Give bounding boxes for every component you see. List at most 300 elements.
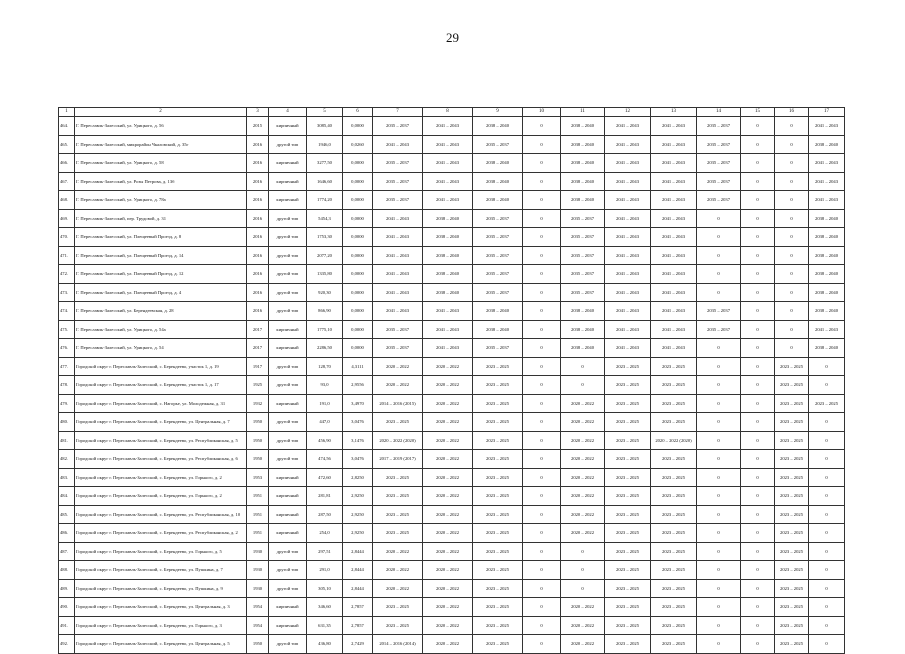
table-cell: 1932 bbox=[247, 394, 269, 413]
table-cell: 0 bbox=[561, 579, 605, 598]
address-cell: Г. Переславль-Залесский, ул. Урицкого, д. 54 bbox=[75, 339, 247, 358]
table-cell: 0,0000 bbox=[343, 228, 373, 247]
table-cell: 0 bbox=[523, 561, 561, 580]
table-cell: другой тип bbox=[269, 376, 307, 395]
table-cell: 2041 – 2043 bbox=[651, 339, 697, 358]
table-cell: 0 bbox=[741, 635, 775, 654]
table-cell: 0 bbox=[523, 283, 561, 302]
table-cell: 0 bbox=[697, 265, 741, 284]
table-cell: 2023 – 2025 bbox=[373, 487, 423, 506]
table-cell: 3,4970 bbox=[343, 394, 373, 413]
table-cell: 2020 – 2022 bbox=[423, 616, 473, 635]
table-cell: 2020 – 2022 bbox=[561, 431, 605, 450]
table-cell: 2038 – 2040 bbox=[473, 191, 523, 210]
row-number-cell: 474. bbox=[59, 302, 75, 321]
column-number-header: 17 bbox=[809, 108, 845, 117]
table-cell: 2020 – 2022 bbox=[423, 487, 473, 506]
table-cell: 0 bbox=[523, 635, 561, 654]
table-cell: 0,0000 bbox=[343, 339, 373, 358]
table-cell: 2023 – 2025 bbox=[373, 413, 423, 432]
table-cell: 1954 bbox=[247, 598, 269, 617]
table-cell: 2035 – 2037 bbox=[473, 283, 523, 302]
row-number-cell: 488. bbox=[59, 561, 75, 580]
table-row bbox=[59, 191, 845, 210]
table-cell: 2041 – 2043 bbox=[809, 172, 845, 191]
table-row bbox=[59, 154, 845, 173]
row-number-cell: 484. bbox=[59, 487, 75, 506]
table-cell: 0 bbox=[741, 616, 775, 635]
table-cell: 2023 – 2025 bbox=[775, 524, 809, 543]
address-cell: Городской округ г. Переславль-Залесский, с. Берендеево, ул. Центральная, д. 7 bbox=[75, 413, 247, 432]
column-number-header: 11 bbox=[561, 108, 605, 117]
column-number-header: 13 bbox=[651, 108, 697, 117]
table-cell: 0,0000 bbox=[343, 172, 373, 191]
table-cell: 0 bbox=[741, 524, 775, 543]
address-cell: Городской округ г. Переславль-Залесский, с. Берендеево, ул. Республиканская, д. 2 bbox=[75, 524, 247, 543]
table-cell: 2035 – 2037 bbox=[373, 339, 423, 358]
table-cell: 436,80 bbox=[307, 635, 343, 654]
table-cell: другой тип bbox=[269, 542, 307, 561]
address-cell: Г. Переславль-Залесский, ул. Урицкого, д. 58 bbox=[75, 154, 247, 173]
table-cell: 1950 bbox=[247, 450, 269, 469]
table-cell: 0 bbox=[741, 579, 775, 598]
table-cell: 0 bbox=[697, 376, 741, 395]
table-cell: 2020 – 2022 bbox=[423, 598, 473, 617]
table-cell: 0 bbox=[561, 561, 605, 580]
table-cell: 2020 – 2022 bbox=[561, 505, 605, 524]
table-cell: 0 bbox=[741, 265, 775, 284]
table-cell: 2016 bbox=[247, 265, 269, 284]
table-cell: 2023 – 2025 bbox=[473, 468, 523, 487]
table-cell: 447,0 bbox=[307, 413, 343, 432]
table-cell: 0 bbox=[741, 357, 775, 376]
table-cell: 2016 bbox=[247, 172, 269, 191]
table-cell: 0 bbox=[561, 542, 605, 561]
table-cell: 0 bbox=[741, 191, 775, 210]
table-cell: 0 bbox=[809, 468, 845, 487]
table-row bbox=[59, 376, 845, 395]
row-number-cell: 465. bbox=[59, 135, 75, 154]
column-number-header: 9 bbox=[473, 108, 523, 117]
table-cell: 1930 bbox=[247, 542, 269, 561]
table-cell: 0,0000 bbox=[343, 191, 373, 210]
column-number-header-row bbox=[59, 108, 845, 117]
table-body bbox=[59, 108, 845, 654]
table-cell: 2023 – 2025 bbox=[373, 616, 423, 635]
table-cell: 2041 – 2043 bbox=[605, 302, 651, 321]
table-cell: 2023 – 2025 bbox=[651, 450, 697, 469]
table-cell: 2023 – 2025 bbox=[373, 524, 423, 543]
table-cell: 2041 – 2043 bbox=[373, 135, 423, 154]
table-cell: 2020 – 2022 bbox=[561, 413, 605, 432]
table-cell: 2023 – 2025 bbox=[605, 505, 651, 524]
table-cell: другой тип bbox=[269, 228, 307, 247]
table-row bbox=[59, 487, 845, 506]
table-cell: 2023 – 2025 bbox=[651, 579, 697, 598]
table-row bbox=[59, 265, 845, 284]
table-cell: 0,0000 bbox=[343, 265, 373, 284]
table-cell: 1917 bbox=[247, 357, 269, 376]
table-cell: 0,0000 bbox=[343, 246, 373, 265]
table-cell: 2041 – 2043 bbox=[423, 320, 473, 339]
table-cell: 2023 – 2025 bbox=[651, 635, 697, 654]
table-cell: 0 bbox=[523, 450, 561, 469]
table-cell: 866,90 bbox=[307, 302, 343, 321]
table-cell: 346,60 bbox=[307, 598, 343, 617]
table-row bbox=[59, 228, 845, 247]
table-cell: 2016 bbox=[247, 246, 269, 265]
table-cell: 1646,60 bbox=[307, 172, 343, 191]
table-cell: 3,1476 bbox=[343, 431, 373, 450]
table-cell: 0 bbox=[561, 376, 605, 395]
row-number-cell: 477. bbox=[59, 357, 75, 376]
table-cell: 2023 – 2025 bbox=[373, 505, 423, 524]
table-cell: 0 bbox=[775, 135, 809, 154]
table-cell: 2020 – 2022 bbox=[561, 635, 605, 654]
table-cell: 2038 – 2040 bbox=[473, 117, 523, 136]
table-cell: 2023 – 2025 bbox=[473, 450, 523, 469]
table-cell: 0 bbox=[697, 228, 741, 247]
table-cell: 2023 – 2025 bbox=[605, 542, 651, 561]
table-cell: 2041 – 2043 bbox=[423, 154, 473, 173]
table-cell: 2041 – 2043 bbox=[809, 320, 845, 339]
table-cell: 0 bbox=[741, 505, 775, 524]
table-cell: 0 bbox=[809, 635, 845, 654]
address-cell: Городской округ г. Переславль-Залесский, с. Нагорье, ул. Молодежная, д. 31 bbox=[75, 394, 247, 413]
table-cell: 2035 – 2037 bbox=[473, 339, 523, 358]
address-cell: Г. Переславль-Залесский, ул. Урицкого, д. 78а bbox=[75, 191, 247, 210]
table-cell: 456,90 bbox=[307, 431, 343, 450]
table-cell: 0 bbox=[741, 394, 775, 413]
table-cell: 2023 – 2025 bbox=[775, 542, 809, 561]
table-cell: 2035 – 2037 bbox=[373, 172, 423, 191]
table-cell: 2041 – 2043 bbox=[605, 283, 651, 302]
table-cell: 2,7857 bbox=[343, 598, 373, 617]
table-cell: 2041 – 2043 bbox=[651, 320, 697, 339]
table-cell: 0 bbox=[697, 246, 741, 265]
table-cell: 1774,20 bbox=[307, 191, 343, 210]
table-cell: 2023 – 2025 bbox=[605, 487, 651, 506]
table-cell: 1930 bbox=[247, 561, 269, 580]
table-cell: 2023 – 2025 bbox=[605, 450, 651, 469]
table-cell: 2020 – 2022 bbox=[373, 376, 423, 395]
table-cell: 2038 – 2040 bbox=[809, 283, 845, 302]
table-cell: 2,9250 bbox=[343, 505, 373, 524]
table-cell: 2038 – 2040 bbox=[561, 154, 605, 173]
table-cell: 1925 bbox=[247, 376, 269, 395]
table-row bbox=[59, 339, 845, 358]
table-cell: 2023 – 2025 bbox=[605, 579, 651, 598]
table-cell: 2038 – 2040 bbox=[423, 265, 473, 284]
row-number-cell: 478. bbox=[59, 376, 75, 395]
table-cell: 2016 bbox=[247, 135, 269, 154]
table-cell: 0 bbox=[697, 413, 741, 432]
table-cell: 0 bbox=[741, 450, 775, 469]
table-cell: 0 bbox=[697, 635, 741, 654]
table-cell: 0 bbox=[523, 265, 561, 284]
table-cell: 2020 – 2022 bbox=[373, 561, 423, 580]
table-cell: 2023 – 2025 bbox=[775, 376, 809, 395]
row-number-cell: 472. bbox=[59, 265, 75, 284]
table-cell: 2041 – 2043 bbox=[605, 246, 651, 265]
address-cell: Г. Переславль-Залесский, пер. Трудовой, д. 31 bbox=[75, 209, 247, 228]
table-cell: 2035 – 2037 bbox=[697, 154, 741, 173]
table-cell: 2023 – 2025 bbox=[775, 616, 809, 635]
table-cell: 4,3111 bbox=[343, 357, 373, 376]
table-cell: 0 bbox=[523, 302, 561, 321]
table-cell: 2,8444 bbox=[343, 579, 373, 598]
table-cell: 0 bbox=[523, 172, 561, 191]
table-row bbox=[59, 357, 845, 376]
table-cell: 287,50 bbox=[307, 505, 343, 524]
table-cell: 2041 – 2043 bbox=[373, 228, 423, 247]
row-number-cell: 491. bbox=[59, 616, 75, 635]
table-cell: 2023 – 2025 bbox=[605, 468, 651, 487]
table-cell: 0 bbox=[697, 468, 741, 487]
address-cell: Городской округ г. Переславль-Залесский, с. Берендеево, ул. Республиканская, д. 6 bbox=[75, 450, 247, 469]
table-cell: 2038 – 2040 bbox=[473, 302, 523, 321]
table-cell: 1953 bbox=[247, 468, 269, 487]
table-cell: 0 bbox=[523, 154, 561, 173]
column-number-header: 15 bbox=[741, 108, 775, 117]
table-cell: 2023 – 2025 bbox=[473, 616, 523, 635]
table-cell: 0 bbox=[809, 524, 845, 543]
table-cell: 2035 – 2037 bbox=[697, 135, 741, 154]
table-cell: 2286,50 bbox=[307, 339, 343, 358]
table-cell: 93,0 bbox=[307, 376, 343, 395]
address-cell: Г. Переславль-Залесский, микрорайон Чкаловский, д. 35г bbox=[75, 135, 247, 154]
table-cell: 2023 – 2025 bbox=[605, 431, 651, 450]
table-cell: 2023 – 2025 bbox=[605, 635, 651, 654]
page-number: 29 bbox=[446, 30, 459, 45]
table-cell: 0 bbox=[809, 616, 845, 635]
table-cell: 2023 – 2025 bbox=[605, 616, 651, 635]
table-cell: другой тип bbox=[269, 283, 307, 302]
table-cell: 2035 – 2037 bbox=[373, 320, 423, 339]
table-row bbox=[59, 561, 845, 580]
table-cell: другой тип bbox=[269, 450, 307, 469]
address-cell: Г. Переславль-Залесский, ул. Плещеевый Проезд, д. 4 bbox=[75, 283, 247, 302]
table-cell: 2041 – 2043 bbox=[423, 135, 473, 154]
table-cell: 0 bbox=[741, 320, 775, 339]
table-cell: 2023 – 2025 bbox=[473, 598, 523, 617]
table-cell: 2023 – 2025 bbox=[809, 394, 845, 413]
column-number-header: 14 bbox=[697, 108, 741, 117]
table-cell: 2014 – 2016 (2015) bbox=[373, 394, 423, 413]
table-cell: 2038 – 2040 bbox=[561, 135, 605, 154]
table-cell: 2041 – 2043 bbox=[651, 154, 697, 173]
table-cell: 1775,10 bbox=[307, 320, 343, 339]
table-cell: 3,0476 bbox=[343, 413, 373, 432]
table-row bbox=[59, 246, 845, 265]
table-cell: 0 bbox=[697, 394, 741, 413]
table-cell: 2035 – 2037 bbox=[373, 117, 423, 136]
table-cell: 0 bbox=[523, 487, 561, 506]
table-cell: 0 bbox=[697, 598, 741, 617]
table-cell: кирпичный bbox=[269, 117, 307, 136]
table-cell: 2,8444 bbox=[343, 561, 373, 580]
table-cell: 0 bbox=[775, 172, 809, 191]
table-cell: 2035 – 2037 bbox=[373, 154, 423, 173]
table-cell: 2,8250 bbox=[343, 468, 373, 487]
table-cell: 2041 – 2043 bbox=[605, 135, 651, 154]
table-cell: 0 bbox=[741, 542, 775, 561]
table-cell: 0 bbox=[523, 191, 561, 210]
table-cell: 5454,3 bbox=[307, 209, 343, 228]
table-cell: 2020 – 2022 bbox=[561, 468, 605, 487]
address-cell: Г. Переславль-Залесский, ул. Плещеевый Проезд, д. 12 bbox=[75, 265, 247, 284]
table-cell: 2041 – 2043 bbox=[605, 265, 651, 284]
row-number-cell: 469. bbox=[59, 209, 75, 228]
row-number-cell: 490. bbox=[59, 598, 75, 617]
table-cell: 2038 – 2040 bbox=[473, 172, 523, 191]
table-cell: 305,10 bbox=[307, 579, 343, 598]
table-cell: 1951 bbox=[247, 487, 269, 506]
table-cell: 0 bbox=[741, 302, 775, 321]
table-cell: 2017 bbox=[247, 320, 269, 339]
table-cell: 2020 – 2022 bbox=[561, 616, 605, 635]
table-cell: 631,35 bbox=[307, 616, 343, 635]
table-cell: 254,0 bbox=[307, 524, 343, 543]
row-number-cell: 480. bbox=[59, 413, 75, 432]
table-cell: 0 bbox=[523, 357, 561, 376]
table-cell: 2023 – 2025 bbox=[775, 579, 809, 598]
table-cell: 0 bbox=[741, 598, 775, 617]
address-cell: Городской округ г. Переславль-Залесский, с. Берендеево, ул. Республиканская, д. 10 bbox=[75, 505, 247, 524]
table-cell: 2041 – 2043 bbox=[651, 228, 697, 247]
table-cell: 0 bbox=[741, 172, 775, 191]
table-cell: 2016 bbox=[247, 302, 269, 321]
table-cell: 297,51 bbox=[307, 542, 343, 561]
table-cell: 0 bbox=[809, 413, 845, 432]
table-cell: 0 bbox=[523, 376, 561, 395]
table-cell: 0 bbox=[523, 616, 561, 635]
table-cell: 2038 – 2040 bbox=[473, 154, 523, 173]
table-cell: 0 bbox=[523, 542, 561, 561]
table-cell: 2038 – 2040 bbox=[561, 172, 605, 191]
table-cell: 281,81 bbox=[307, 487, 343, 506]
table-cell: 2023 – 2025 bbox=[651, 357, 697, 376]
table-cell: 2023 – 2025 bbox=[775, 487, 809, 506]
table-cell: 2041 – 2043 bbox=[423, 117, 473, 136]
table-cell: кирпичный bbox=[269, 172, 307, 191]
row-number-cell: 486. bbox=[59, 524, 75, 543]
table-cell: 0 bbox=[741, 561, 775, 580]
table-cell: 3085,40 bbox=[307, 117, 343, 136]
table-cell: 1946,0 bbox=[307, 135, 343, 154]
table-cell: 191,0 bbox=[307, 394, 343, 413]
table-cell: 3,0476 bbox=[343, 450, 373, 469]
table-cell: 2020 – 2022 bbox=[423, 524, 473, 543]
table-cell: 0 bbox=[523, 228, 561, 247]
table-cell: 2023 – 2025 bbox=[605, 561, 651, 580]
table-cell: 0 bbox=[741, 135, 775, 154]
table-cell: 2041 – 2043 bbox=[651, 135, 697, 154]
table-cell: 1335,80 bbox=[307, 265, 343, 284]
table-cell: 472,60 bbox=[307, 468, 343, 487]
table-cell: 0 bbox=[697, 505, 741, 524]
table-cell: 2038 – 2040 bbox=[423, 283, 473, 302]
table-row bbox=[59, 302, 845, 321]
table-cell: 0 bbox=[697, 450, 741, 469]
table-cell: 2041 – 2043 bbox=[651, 191, 697, 210]
table-cell: 2023 – 2025 bbox=[651, 505, 697, 524]
table-cell: 2041 – 2043 bbox=[605, 154, 651, 173]
table-cell: другой тип bbox=[269, 265, 307, 284]
table-cell: 2041 – 2043 bbox=[809, 117, 845, 136]
table-cell: 2038 – 2040 bbox=[423, 228, 473, 247]
table-cell: 2041 – 2043 bbox=[373, 265, 423, 284]
table-cell: 0 bbox=[775, 154, 809, 173]
table-cell: 2023 – 2025 bbox=[473, 635, 523, 654]
table-cell: 2023 – 2025 bbox=[775, 561, 809, 580]
column-number-header: 4 bbox=[269, 108, 307, 117]
address-cell: Г. Переславль-Залесский, ул. Плещеевый Проезд, д. 14 bbox=[75, 246, 247, 265]
table-cell: 2041 – 2043 bbox=[423, 191, 473, 210]
row-number-cell: 485. bbox=[59, 505, 75, 524]
column-number-header: 7 bbox=[373, 108, 423, 117]
column-number-header: 16 bbox=[775, 108, 809, 117]
row-number-cell: 470. bbox=[59, 228, 75, 247]
table-row bbox=[59, 450, 845, 469]
table-cell: 2038 – 2040 bbox=[423, 246, 473, 265]
table-cell: 0 bbox=[741, 246, 775, 265]
table-cell: 2,7857 bbox=[343, 616, 373, 635]
table-cell: 1930 bbox=[247, 579, 269, 598]
column-number-header: 2 bbox=[75, 108, 247, 117]
table-cell: 0 bbox=[809, 598, 845, 617]
table-cell: 0 bbox=[809, 376, 845, 395]
table-row bbox=[59, 172, 845, 191]
address-cell: Городской округ г. Переславль-Залесский, с. Берендеево, ул. Республиканская, д. 5 bbox=[75, 431, 247, 450]
row-number-cell: 487. bbox=[59, 542, 75, 561]
table-cell: другой тип bbox=[269, 357, 307, 376]
table-cell: 2023 – 2025 bbox=[473, 413, 523, 432]
table-row bbox=[59, 635, 845, 654]
address-cell: Городской округ г. Переславль-Залесский, с. Берендеево, ул. Горького, д. 3 bbox=[75, 616, 247, 635]
table-cell: 2023 – 2025 bbox=[605, 598, 651, 617]
table-cell: 2035 – 2037 bbox=[373, 191, 423, 210]
table-cell: другой тип bbox=[269, 579, 307, 598]
table-row bbox=[59, 598, 845, 617]
table-cell: 0,0000 bbox=[343, 117, 373, 136]
table-cell: 0 bbox=[741, 413, 775, 432]
table-cell: 2,8444 bbox=[343, 542, 373, 561]
table-cell: 2038 – 2040 bbox=[423, 209, 473, 228]
table-cell: 2023 – 2025 bbox=[775, 635, 809, 654]
table-cell: 2041 – 2043 bbox=[605, 228, 651, 247]
table-cell: 2041 – 2043 bbox=[605, 191, 651, 210]
table-cell: 2023 – 2025 bbox=[605, 413, 651, 432]
address-cell: Городской округ г. Переславль-Залесский, с. Берендеево, ул. Горького, д. 2 bbox=[75, 487, 247, 506]
table-cell: 2014 – 2016 (2014) bbox=[373, 635, 423, 654]
table-cell: 2041 – 2043 bbox=[605, 117, 651, 136]
table-cell: 0 bbox=[741, 487, 775, 506]
table-cell: другой тип bbox=[269, 302, 307, 321]
table-cell: 0 bbox=[523, 431, 561, 450]
table-cell: 2020 – 2022 bbox=[423, 468, 473, 487]
table-cell: 2016 bbox=[247, 191, 269, 210]
table-cell: 2041 – 2043 bbox=[605, 339, 651, 358]
table-cell: 2023 – 2025 bbox=[775, 505, 809, 524]
row-number-cell: 481. bbox=[59, 431, 75, 450]
table-row bbox=[59, 209, 845, 228]
table-cell: другой тип bbox=[269, 413, 307, 432]
table-cell: 0 bbox=[775, 320, 809, 339]
table-cell: 2023 – 2025 bbox=[651, 561, 697, 580]
table-cell: кирпичный bbox=[269, 524, 307, 543]
column-number-header: 8 bbox=[423, 108, 473, 117]
